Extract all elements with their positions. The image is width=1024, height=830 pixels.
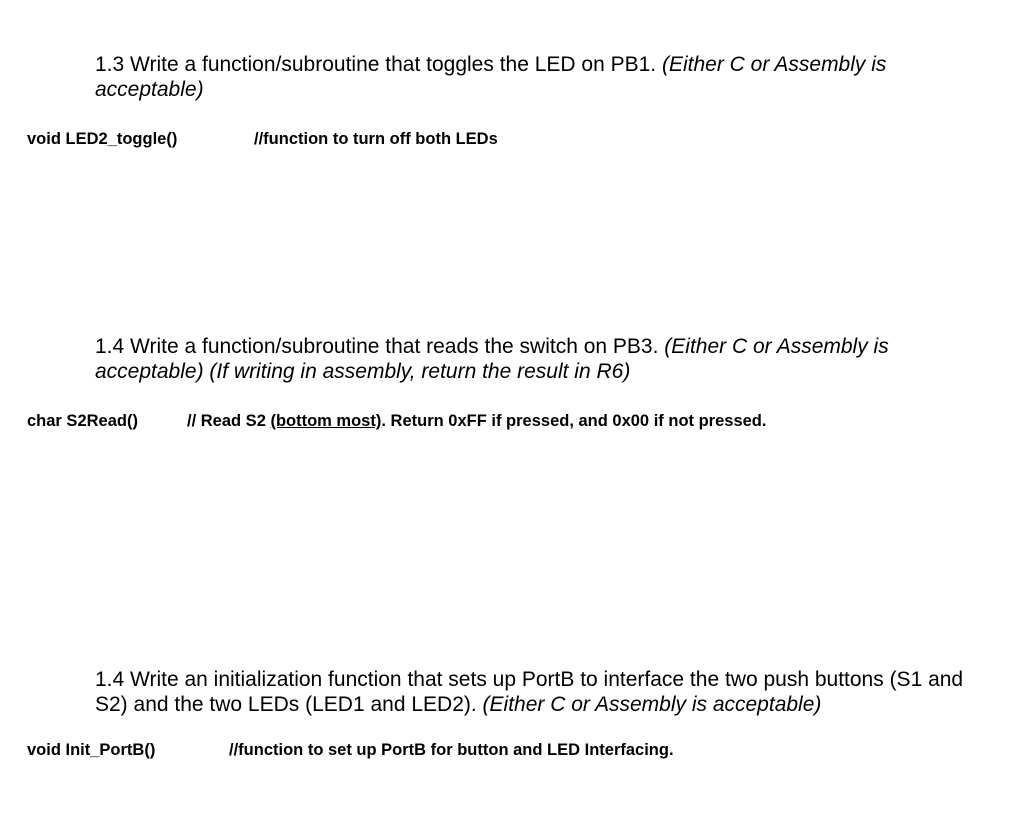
- question-1-4-switch-note: (Either C or Assembly is acceptable) (If writing in assembly, return the result in R6): [95, 335, 889, 383]
- function-signature: char S2Read(): [27, 412, 138, 430]
- question-1-4-init: [95, 667, 975, 717]
- question-1-3: [95, 52, 975, 102]
- code-comment-part: . Return 0xFF if pressed, and 0x00 if not pressed.: [381, 412, 767, 430]
- question-1-4-init-note: (Either C or Assembly is acceptable): [482, 693, 822, 716]
- question-1-3-text: 1.3 Write a function/subroutine that toggles the LED on PB1.: [95, 53, 657, 76]
- function-signature: void LED2_toggle(): [27, 130, 178, 148]
- code-comment: //function to set up PortB for button and LED Interfacing.: [229, 741, 674, 759]
- code-comment: //function to turn off both LEDs: [254, 130, 498, 148]
- question-1-3-note: (Either C or Assembly is acceptable): [95, 53, 887, 101]
- question-1-4-switch: [95, 334, 975, 384]
- question-1-4-init-text: 1.4 Write an initialization function that sets up PortB to interface the two push buttons (S1 and S2) and the two LEDs (LED1 and LED2).: [95, 668, 964, 716]
- code-comment-underlined: (bottom most): [270, 412, 382, 430]
- code-comment: [187, 412, 766, 431]
- code-line-init-portb: [27, 741, 674, 760]
- question-1-4-switch-text: 1.4 Write a function/subroutine that reads the switch on PB3.: [95, 335, 659, 358]
- code-line-led2-toggle: [27, 130, 498, 149]
- function-signature: void Init_PortB(): [27, 741, 156, 759]
- code-line-s2read: [27, 412, 766, 431]
- code-comment-part: // Read S2: [187, 412, 271, 430]
